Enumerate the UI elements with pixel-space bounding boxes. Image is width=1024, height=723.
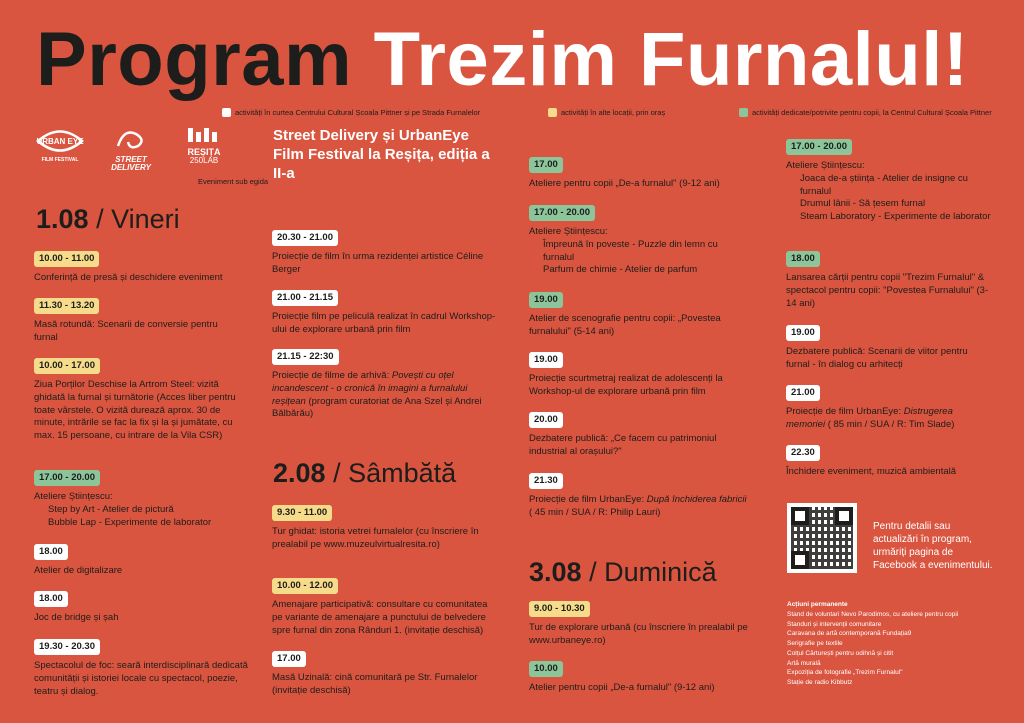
street-delivery-logo: STREET DELIVERY [106, 126, 158, 173]
day-heading-3: 3.08 / Duminică [529, 557, 717, 587]
resita-250lab-logo: REȘIȚA 250LAB [178, 126, 230, 165]
qr-code-icon[interactable] [787, 503, 857, 573]
permanent-actions [787, 600, 1017, 688]
event-item: 19.00 Proiecție scurtmetraj realizat de adolescenți la Workshop-ul de explorare urbană prin film [529, 354, 723, 397]
list-item: Serigrafie pe textile [787, 640, 843, 647]
event-item: 21.15 - 22:30 Proiecție de filme de arhivă: Povești cu oțel incandescent - o cronică în imagini a furnalului reșițean (program curatoriat de Ana Szel și Andrei Bălbărău) [272, 351, 482, 420]
sub-egida-label: Eveniment sub egida [198, 177, 269, 186]
event-item: 21.00 Proiecție de film UrbanEye: Distrugerea memoriei ( 85 min / SUA / R: Tim Slade) [786, 387, 955, 430]
event-item: 17.00 Masă Uzinală: cină comunitară pe Str. Furnalelor (invitație deschisă) [272, 653, 478, 696]
event-item: 19.00 Atelier de scenografie pentru copii: „Povestea furnalului" (5-14 ani) [529, 294, 721, 337]
list-item: Standuri și intervenții comunitare [787, 620, 882, 628]
event-item: 18.00 Joc de bridge și șah [34, 593, 119, 624]
event-item: 22.30 Închidere eveniment, muzică ambientală [786, 447, 957, 478]
street-delivery-swirl-icon [114, 126, 150, 152]
event-item: 10.00 Atelier pentru copii „De-a furnalul" (9-12 ani) [529, 663, 715, 694]
resita-bars-icon [186, 126, 222, 144]
event-item: 17.00 Ateliere pentru copii „De-a furnalul" (9-12 ani) [529, 159, 720, 190]
legend-swatch-white [222, 108, 231, 117]
legend-swatch-yellow [548, 108, 557, 117]
list-item: Colțul Cărturești pentru odihnă și citit [787, 649, 894, 657]
event-item: 21.30 Proiecție de film UrbanEye: După închiderea fabricii ( 45 min / SUA / R: Philip Lauri) [529, 475, 747, 518]
list-item: Artă murală [787, 659, 821, 667]
legend-item-city: activități în alte locații, prin oraș [548, 108, 665, 117]
list-item: Stand de voluntari Nevo Parodimos, cu ateliere pentru copii [787, 610, 959, 618]
event-item: 20.00 Dezbatere publică: „Ce facem cu patrimoniul industrial al orașului?" [529, 414, 717, 457]
page-title [36, 17, 969, 102]
event-item: 18.00 Lansarea cărții pentru copii "Trezim Furnalul" & spectacol pentru copii: "Povestea Furnalului" (3-14 ani) [786, 253, 989, 309]
list-item: Expoziția de fotografie „Trezim Furnalul" [787, 669, 903, 677]
list-item: Stație de radio Kibbutz [787, 679, 853, 686]
event-item: 20.30 - 21.00 Proiecție de film în urma rezidenței artistice Céline Berger [272, 232, 484, 275]
title-part-1: Program [36, 17, 353, 102]
logos-row [34, 126, 230, 173]
day-heading-2: 2.08 / Sâmbătă [273, 458, 457, 488]
event-item: 10.00 - 11.00 Conferință de presă și deschidere eveniment [34, 253, 223, 284]
event-item: 19.00 Dezbatere publică: Scenarii de viitor pentru furnal - în dialog cu arhitecți [786, 327, 968, 370]
facebook-note: Pentru detalii sau actualizări în program, urmăriți pagina de Facebook a evenimentului. [873, 521, 993, 571]
event-item: 9.30 - 11.00 Tur ghidat: istoria vetrei furnalelor (cu înscriere în prealabil pe www.muzeulvirtualresita.ro) [272, 507, 479, 550]
event-item: 9.00 - 10.30 Tur de explorare urbană (cu înscriere în prealabil pe www.urbaneye.ro) [529, 603, 748, 646]
event-item: 11.30 - 13.20 Masă rotundă: Scenarii de conversie pentru furnal [34, 300, 218, 343]
urbaneye-logo: URBAN EYE FILM FESTIVAL [34, 126, 86, 163]
day-heading-1: 1.08 / Vineri [36, 204, 180, 234]
list-item: Caravana de artă contemporană Fundația9 [787, 630, 912, 638]
event-item: 10.00 - 17.00 Ziua Porților Deschise la Artrom Steel: vizită ghidată la furnal și turnătorie (Acces liber pentru toate vârstele. O vizită durează aprox. 30 de minute, intrările se fac la fix și la și jumătate, cu max. 15 persoane, cu intrare de la Vila CSR) [34, 360, 236, 441]
legend-item-courtyard: activități în curtea Centrului Cultural Școala Pittner și pe Strada Furnalelor [222, 108, 480, 117]
legend-item-kids: activități dedicate/potrivite pentru copii, la Centrul Cultural Școala Pittner [739, 108, 992, 117]
event-item: 21.00 - 21.15 Proiecție film pe peliculă realizat în cadrul Workshop-ului de explorare urbană prin film [272, 292, 496, 335]
event-item: 19.30 - 20.30 Spectacolul de foc: seară interdisciplinară dedicată comunității și istoriei locale cu spectacol, poezie, teatru și dialog. [34, 641, 248, 697]
event-item: 18.00 Atelier de digitalizare [34, 546, 123, 577]
event-item: 17.00 - 20.00 Ateliere Științescu: Împreună în poveste - Puzzle din lemn cu furnalul Parfum de chimie - Atelier de parfum [529, 207, 718, 276]
event-item: 17.00 - 20.00 Ateliere Științescu: Step by Art - Atelier de pictură Bubble Lap - Experimente de laborator [34, 472, 212, 528]
event-item: 10.00 - 12.00 Amenajare participativă: consultare cu comunitatea pe variante de amenajare a punctului de belvedere spre furnal din zona Rânduri 1. (invitație deschisă) [272, 580, 488, 636]
legend-swatch-green [739, 108, 748, 117]
festival-intro-heading: Street Delivery și UrbanEye Film Festival la Reșița, ediția a II-a [273, 127, 490, 183]
event-item: 17.00 - 20.00 Ateliere Științescu: Joaca de-a știința - Atelier de insigne cu furnalul Drumul lânii - Să țesem furnal Steam Laboratory - Experimente de laborator [786, 141, 991, 222]
permanent-actions-heading: Acțiuni permanente [787, 601, 848, 608]
title-part-2: Trezim Furnalul! [373, 17, 969, 102]
